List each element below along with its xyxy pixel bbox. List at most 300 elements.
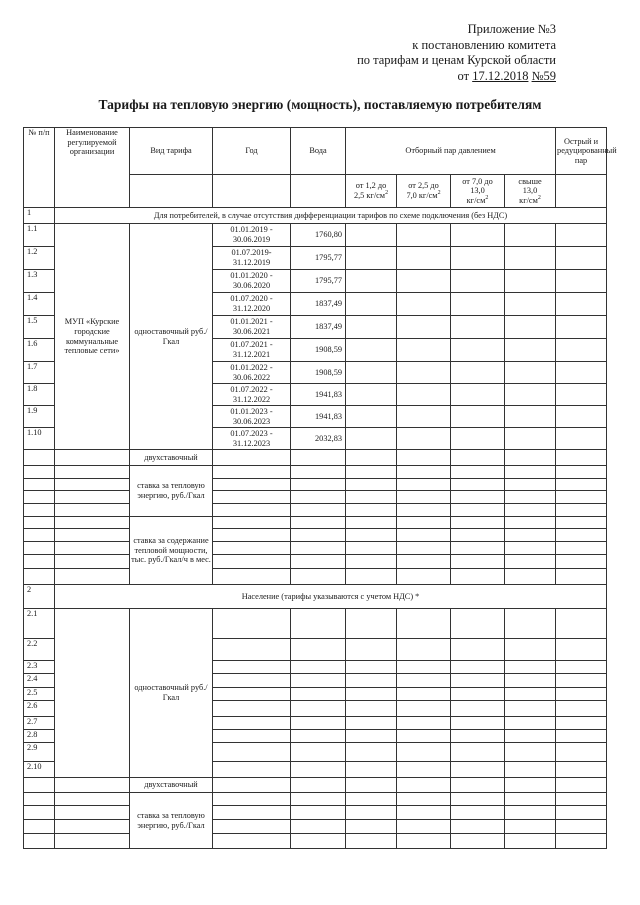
empty-cell	[213, 504, 291, 517]
empty-cell	[55, 820, 130, 834]
empty-cell	[397, 717, 451, 730]
empty-cell	[24, 450, 55, 466]
empty-cell	[505, 542, 556, 555]
col-water-header: Вода	[291, 128, 346, 175]
empty-cell	[55, 793, 130, 806]
empty-cell	[24, 793, 55, 806]
empty-cell	[505, 517, 556, 529]
empty-cell	[397, 730, 451, 743]
empty-cell	[291, 639, 346, 661]
empty-cell	[213, 688, 291, 701]
empty-cell	[556, 743, 607, 762]
empty-cell	[213, 820, 291, 834]
empty-cell	[505, 639, 556, 661]
empty-cell	[346, 247, 397, 270]
section-header-row	[24, 208, 607, 224]
empty-cell	[397, 491, 451, 504]
empty-cell	[397, 384, 451, 406]
empty-cell	[397, 504, 451, 517]
empty-cell	[291, 730, 346, 743]
empty-cell	[291, 569, 346, 585]
table-row	[24, 820, 607, 834]
empty-cell	[397, 569, 451, 585]
empty-cell	[556, 247, 607, 270]
table-row	[24, 491, 607, 504]
empty-cell	[556, 762, 607, 778]
empty-cell	[505, 688, 556, 701]
date-prefix: от	[457, 68, 473, 83]
empty-cell	[346, 661, 397, 674]
empty-cell	[55, 569, 130, 585]
col-org-header: Наименование регулируемой организации	[55, 128, 130, 208]
row-number: 2.3	[24, 661, 55, 674]
empty-cell	[451, 661, 505, 674]
row-number: 2.2	[24, 639, 55, 661]
empty-cell	[213, 479, 291, 491]
empty-cell	[397, 793, 451, 806]
tariff-period: 01.01.2020 - 30.06.2020	[213, 270, 291, 293]
empty-cell	[451, 555, 505, 569]
empty-cell	[291, 806, 346, 820]
empty-cell	[346, 450, 397, 466]
empty-cell	[505, 316, 556, 339]
empty-cell	[505, 820, 556, 834]
empty-cell	[556, 270, 607, 293]
empty-cell	[346, 517, 397, 529]
empty-cell	[451, 491, 505, 504]
empty-cell	[556, 316, 607, 339]
empty-cell	[451, 504, 505, 517]
section-title: Для потребителей, в случае отсутствия дифференциации тарифов по схеме подключения (без НДС)	[55, 208, 607, 224]
empty-cell	[346, 384, 397, 406]
section-number: 1	[24, 208, 55, 224]
empty-cell	[505, 247, 556, 270]
empty-cell	[55, 517, 130, 529]
resolution-label: к постановлению комитета	[412, 37, 556, 52]
water-tariff-value: 2032,83	[291, 428, 346, 450]
empty-cell	[346, 406, 397, 428]
empty-cell	[556, 555, 607, 569]
water-tariff-value: 1795,77	[291, 247, 346, 270]
empty-cell	[24, 806, 55, 820]
empty-cell	[505, 362, 556, 384]
two-rate-label: двухставочный	[130, 778, 213, 793]
empty-cell	[24, 466, 55, 479]
empty-cell	[451, 450, 505, 466]
empty-cell	[291, 793, 346, 806]
empty-cell	[556, 609, 607, 639]
empty-cell	[24, 542, 55, 555]
empty-cell	[346, 569, 397, 585]
table-row	[24, 778, 607, 793]
empty-cell	[346, 293, 397, 316]
empty-cell	[397, 688, 451, 701]
empty-cell	[451, 362, 505, 384]
empty-cell	[397, 674, 451, 688]
empty-cell	[505, 674, 556, 688]
tariff-period: 01.01.2022 - 30.06.2022	[213, 362, 291, 384]
row-number: 2.8	[24, 730, 55, 743]
empty-cell	[24, 504, 55, 517]
empty-cell	[397, 834, 451, 849]
row-number: 1.2	[24, 247, 55, 270]
empty-cell	[451, 406, 505, 428]
empty-cell	[505, 609, 556, 639]
empty-cell	[213, 175, 291, 208]
empty-cell	[130, 175, 213, 208]
table-row	[24, 504, 607, 517]
empty-cell	[213, 555, 291, 569]
empty-cell	[451, 316, 505, 339]
section-2	[24, 585, 607, 849]
empty-cell	[291, 834, 346, 849]
row-number: 2.1	[24, 609, 55, 639]
empty-cell	[55, 529, 130, 542]
empty-cell	[24, 569, 55, 585]
empty-cell	[291, 701, 346, 717]
empty-cell	[451, 778, 505, 793]
row-number: 1.6	[24, 339, 55, 362]
empty-cell	[397, 762, 451, 778]
empty-cell	[556, 479, 607, 491]
empty-cell	[397, 778, 451, 793]
empty-cell	[24, 778, 55, 793]
energy-rate-label: ставка за тепловую энергию, руб./Гкал	[130, 793, 213, 849]
empty-cell	[505, 569, 556, 585]
empty-cell	[291, 555, 346, 569]
empty-cell	[505, 491, 556, 504]
empty-cell	[24, 529, 55, 542]
tariff-period: 01.07.2023 - 31.12.2023	[213, 428, 291, 450]
empty-cell	[55, 542, 130, 555]
empty-cell	[397, 479, 451, 491]
empty-cell	[556, 793, 607, 806]
empty-cell	[505, 293, 556, 316]
table-row	[24, 542, 607, 555]
empty-cell	[346, 717, 397, 730]
empty-cell	[556, 730, 607, 743]
empty-cell	[397, 270, 451, 293]
empty-cell	[346, 820, 397, 834]
empty-cell	[451, 339, 505, 362]
empty-cell	[505, 778, 556, 793]
empty-cell	[556, 639, 607, 661]
empty-cell	[556, 517, 607, 529]
row-number: 2.5	[24, 688, 55, 701]
empty-cell	[451, 529, 505, 542]
row-number: 1.1	[24, 224, 55, 247]
empty-cell	[346, 479, 397, 491]
document-header	[357, 22, 556, 84]
pressure-range-2: от 2,5 до 7,0 $кг/см^2$	[397, 175, 451, 208]
empty-cell	[397, 517, 451, 529]
empty-cell	[397, 661, 451, 674]
empty-cell	[213, 806, 291, 820]
empty-cell	[451, 717, 505, 730]
empty-cell	[556, 778, 607, 793]
empty-cell	[346, 542, 397, 555]
resolution-date-line	[357, 69, 556, 85]
empty-cell	[397, 542, 451, 555]
empty-cell	[397, 806, 451, 820]
water-tariff-value: 1795,77	[291, 270, 346, 293]
empty-cell	[397, 639, 451, 661]
empty-cell	[213, 466, 291, 479]
row-number: 2.6	[24, 701, 55, 717]
empty-cell	[505, 504, 556, 517]
water-tariff-value: 1908,59	[291, 362, 346, 384]
empty-cell	[213, 542, 291, 555]
empty-cell	[451, 730, 505, 743]
empty-cell	[346, 555, 397, 569]
empty-cell	[346, 270, 397, 293]
empty-cell	[213, 701, 291, 717]
empty-cell	[346, 834, 397, 849]
water-tariff-value: 1941,83	[291, 406, 346, 428]
empty-cell	[55, 778, 130, 793]
empty-cell	[55, 834, 130, 849]
water-tariff-value: 1837,49	[291, 293, 346, 316]
row-number: 2.9	[24, 743, 55, 762]
empty-cell	[55, 466, 130, 479]
table-row	[24, 555, 607, 569]
empty-cell	[505, 661, 556, 674]
empty-cell	[451, 542, 505, 555]
tariff-period: 01.07.2022 - 31.12.2022	[213, 384, 291, 406]
row-number: 1.7	[24, 362, 55, 384]
empty-cell	[291, 529, 346, 542]
empty-cell	[451, 466, 505, 479]
empty-cell	[346, 688, 397, 701]
empty-cell	[213, 778, 291, 793]
empty-cell	[505, 384, 556, 406]
col-steam-header: Отборный пар давлением	[346, 128, 556, 175]
empty-cell	[451, 793, 505, 806]
empty-cell	[55, 479, 130, 491]
tariff-period: 01.01.2021 - 30.06.2021	[213, 316, 291, 339]
empty-cell	[556, 542, 607, 555]
empty-cell	[397, 316, 451, 339]
empty-cell	[556, 175, 607, 208]
appendix-label: Приложение №3	[467, 22, 556, 36]
empty-cell	[451, 517, 505, 529]
empty-cell	[291, 542, 346, 555]
empty-cell	[397, 450, 451, 466]
empty-cell	[346, 224, 397, 247]
table-row	[24, 517, 607, 529]
empty-cell	[346, 639, 397, 661]
table-row	[24, 450, 607, 466]
empty-cell	[505, 339, 556, 362]
col-num-header: № п/п	[24, 128, 55, 208]
empty-cell	[291, 762, 346, 778]
table-row	[24, 224, 607, 247]
empty-cell	[451, 569, 505, 585]
empty-cell	[213, 717, 291, 730]
empty-cell	[397, 406, 451, 428]
energy-rate-label: ставка за тепловую энергию, руб./Гкал	[130, 466, 213, 517]
empty-cell	[451, 293, 505, 316]
tariff-period: 01.07.2019- 31.12.2019	[213, 247, 291, 270]
empty-cell	[346, 743, 397, 762]
empty-cell	[505, 743, 556, 762]
tariff-period: 01.07.2020 - 31.12.2020	[213, 293, 291, 316]
empty-cell	[346, 793, 397, 806]
empty-cell	[55, 491, 130, 504]
empty-cell	[213, 834, 291, 849]
empty-cell	[451, 743, 505, 762]
empty-cell	[213, 674, 291, 688]
water-tariff-value: 1941,83	[291, 384, 346, 406]
empty-cell	[24, 517, 55, 529]
empty-cell	[291, 491, 346, 504]
empty-cell	[213, 793, 291, 806]
table-row	[24, 479, 607, 491]
empty-cell	[55, 504, 130, 517]
water-tariff-value: 1837,49	[291, 316, 346, 339]
empty-cell	[55, 555, 130, 569]
water-tariff-value: 1908,59	[291, 339, 346, 362]
organization-name: МУП «Курские городские коммунальные тепловые сети»	[55, 224, 130, 450]
empty-cell	[556, 339, 607, 362]
empty-cell	[213, 639, 291, 661]
empty-cell	[346, 504, 397, 517]
empty-cell	[556, 362, 607, 384]
pressure-range-3: от 7,0 до 13,0 $кг/см^2$	[451, 175, 505, 208]
empty-cell	[291, 450, 346, 466]
empty-cell	[346, 428, 397, 450]
section-number: 2	[24, 585, 55, 609]
table-row	[24, 609, 607, 639]
empty-cell	[556, 224, 607, 247]
resolution-date: 17.12.2018	[472, 68, 529, 83]
empty-cell	[213, 529, 291, 542]
empty-cell	[291, 466, 346, 479]
empty-cell	[505, 466, 556, 479]
tariff-table	[23, 127, 617, 849]
empty-cell	[556, 806, 607, 820]
table-row	[24, 806, 607, 820]
empty-cell	[346, 491, 397, 504]
single-rate-label: одноставочный руб./Гкал	[130, 224, 213, 450]
empty-cell	[291, 175, 346, 208]
empty-cell	[24, 491, 55, 504]
empty-cell	[451, 701, 505, 717]
empty-cell	[505, 717, 556, 730]
empty-cell	[397, 701, 451, 717]
empty-cell	[213, 730, 291, 743]
row-number: 2.10	[24, 762, 55, 778]
empty-cell	[556, 688, 607, 701]
empty-cell	[451, 762, 505, 778]
empty-cell	[556, 569, 607, 585]
empty-cell	[505, 793, 556, 806]
resolution-number: №59	[531, 68, 556, 83]
empty-cell	[291, 778, 346, 793]
empty-cell	[346, 674, 397, 688]
row-number: 1.5	[24, 316, 55, 339]
empty-cell	[556, 491, 607, 504]
empty-cell	[556, 834, 607, 849]
table-row	[24, 793, 607, 806]
table-row	[24, 529, 607, 542]
row-number: 1.10	[24, 428, 55, 450]
document-title: Тарифы на тепловую энергию (мощность), поставляемую потребителям	[98, 97, 542, 112]
empty-cell	[397, 555, 451, 569]
row-number: 1.4	[24, 293, 55, 316]
empty-cell	[505, 450, 556, 466]
empty-cell	[397, 466, 451, 479]
empty-cell	[451, 384, 505, 406]
empty-cell	[213, 661, 291, 674]
empty-cell	[397, 428, 451, 450]
empty-cell	[505, 834, 556, 849]
empty-cell	[55, 806, 130, 820]
empty-cell	[556, 406, 607, 428]
col-sharp-steam-header: Острый и редуцированный пар	[556, 128, 607, 175]
empty-cell	[346, 339, 397, 362]
empty-cell	[213, 762, 291, 778]
empty-cell	[505, 730, 556, 743]
empty-cell	[556, 293, 607, 316]
empty-cell	[291, 609, 346, 639]
empty-cell	[556, 466, 607, 479]
empty-cell	[451, 479, 505, 491]
tariff-period: 01.01.2023 - 30.06.2023	[213, 406, 291, 428]
table-head	[24, 128, 617, 208]
pressure-range-4: свыше 13,0 $кг/см^2$	[505, 175, 556, 208]
empty-cell	[451, 674, 505, 688]
empty-cell	[505, 701, 556, 717]
section-1	[24, 208, 607, 585]
pressure-range-1: от 1,2 до 2,5 $кг/см^2$	[346, 175, 397, 208]
empty-cell	[556, 717, 607, 730]
empty-cell	[556, 701, 607, 717]
table-row	[24, 834, 607, 849]
empty-cell	[556, 450, 607, 466]
empty-cell	[213, 609, 291, 639]
empty-cell	[451, 224, 505, 247]
tariff-period: 01.01.2019 - 30.06.2019	[213, 224, 291, 247]
empty-cell	[556, 529, 607, 542]
empty-cell	[213, 517, 291, 529]
empty-cell	[346, 778, 397, 793]
table-row	[24, 466, 607, 479]
empty-cell	[291, 504, 346, 517]
tariff-period: 01.07.2021 - 31.12.2021	[213, 339, 291, 362]
empty-cell	[346, 362, 397, 384]
row-number: 2.4	[24, 674, 55, 688]
empty-cell	[505, 806, 556, 820]
empty-cell	[213, 491, 291, 504]
empty-cell	[291, 717, 346, 730]
empty-cell	[291, 820, 346, 834]
empty-cell	[397, 609, 451, 639]
empty-cell	[213, 450, 291, 466]
empty-cell	[451, 820, 505, 834]
row-number: 1.8	[24, 384, 55, 406]
empty-cell	[24, 834, 55, 849]
empty-cell	[451, 806, 505, 820]
empty-cell	[213, 569, 291, 585]
two-rate-label: двухставочный	[130, 450, 213, 466]
section-header-row	[24, 585, 607, 609]
empty-cell	[346, 609, 397, 639]
empty-cell	[24, 820, 55, 834]
empty-cell	[451, 270, 505, 293]
empty-cell	[291, 517, 346, 529]
empty-cell	[505, 428, 556, 450]
